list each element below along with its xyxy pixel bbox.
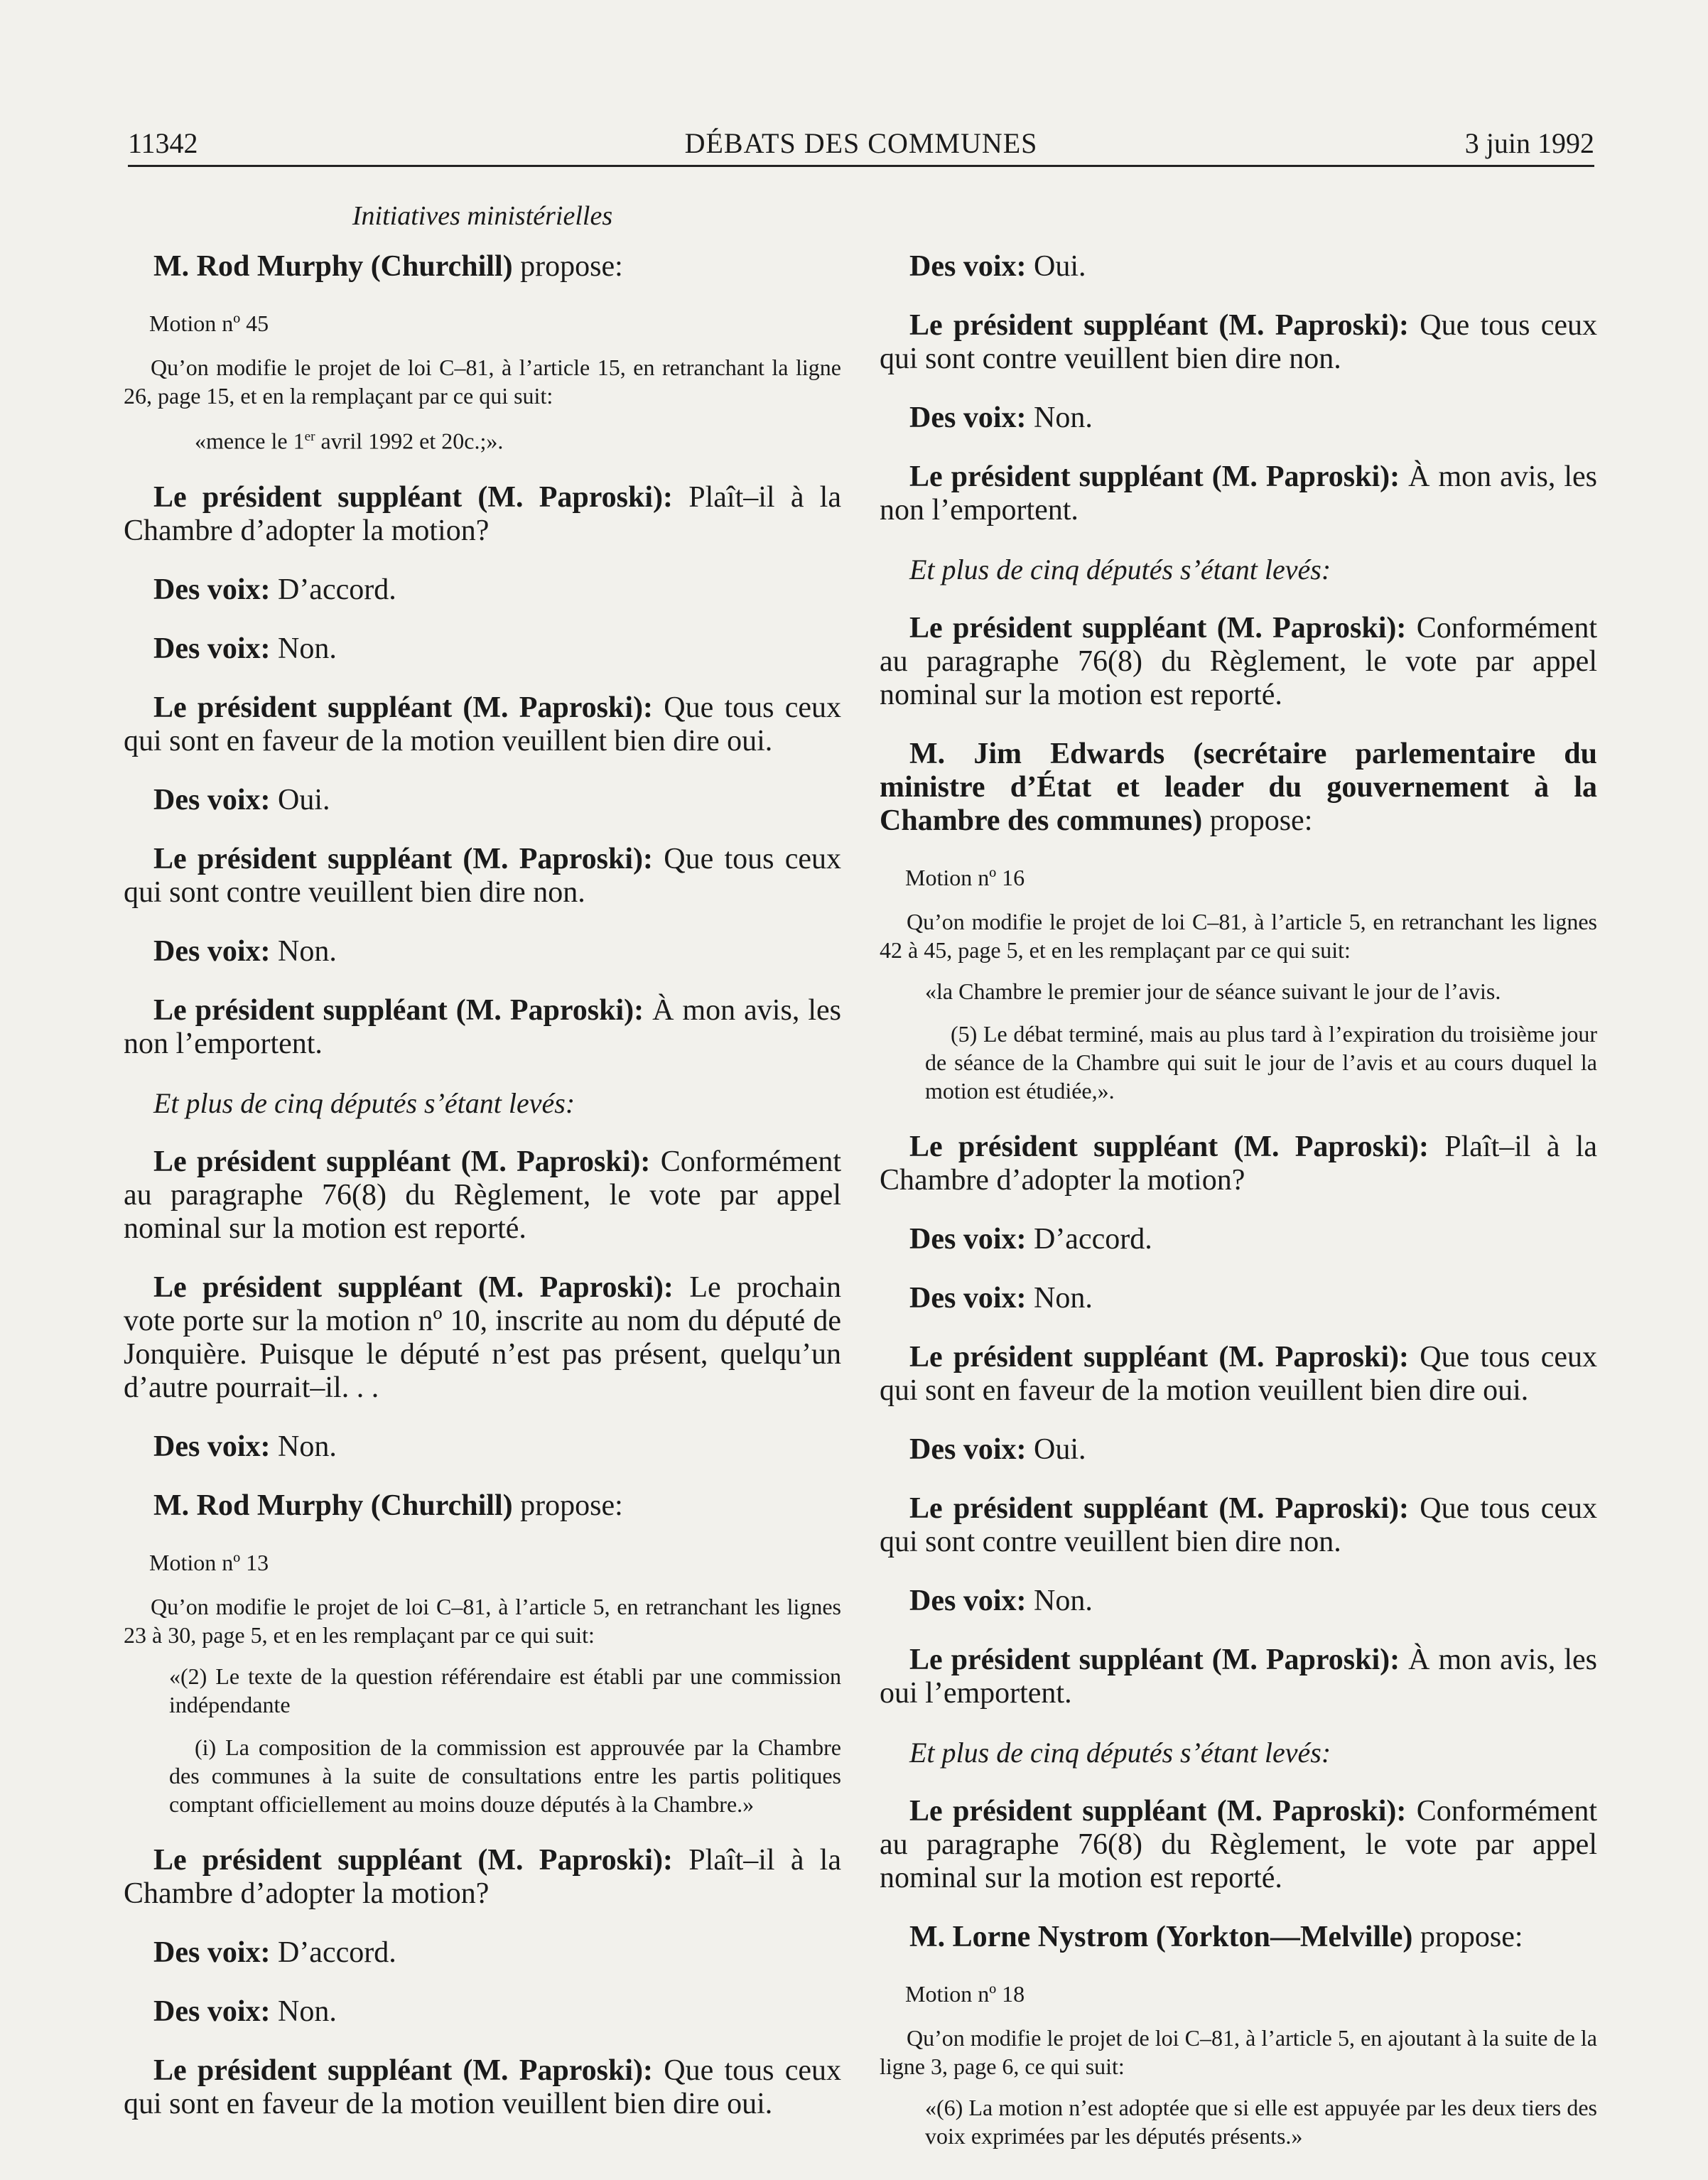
- publication-title: DÉBATS DES COMMUNES: [684, 127, 1038, 159]
- speaker: Le président suppléant (M. Paproski):: [909, 1644, 1400, 1676]
- speech: [880, 1492, 1597, 1559]
- speaker: Le président suppléant (M. Paproski):: [153, 993, 644, 1027]
- speech-text: À mon avis, les non l’emportent.: [880, 460, 1597, 527]
- speaker: Le président suppléant (M. Paproski):: [153, 480, 674, 514]
- motion-text: Qu’on modifie le projet de loi C–81, à l’article 5, en ajoutant à la suite de la ligne 3, page 6, ce qui suit:: [880, 2025, 1597, 2079]
- motion-number: Motion nº 13: [149, 1549, 269, 1575]
- motion-quote: (i) La composition de la commission est approuvée par la Chambre des communes à la suite de consultations entre les partis politiques comptant officiellement au moins douze députés à la Chambre.»: [169, 1734, 841, 1817]
- speaker: Le président suppléant (M. Paproski):: [909, 1795, 1407, 1828]
- speech-text: Non.: [270, 632, 337, 665]
- speech-text: Conformément au paragraphe 76(8) du Règlement, le vote par appel nominal sur la motion est reporté.: [880, 1795, 1597, 1894]
- speech: [124, 691, 841, 758]
- speaker: Des voix:: [153, 1936, 271, 1969]
- speech-text: propose:: [512, 250, 623, 283]
- speech: [880, 1282, 1597, 1315]
- speech: [124, 1936, 841, 1970]
- speech: [124, 994, 841, 1061]
- speaker: Des voix:: [153, 632, 271, 665]
- publication-date: 3 juin 1992: [1464, 127, 1594, 159]
- motion-number: Motion nº 18: [905, 1981, 1025, 2007]
- speaker: Des voix:: [909, 1433, 1027, 1466]
- speech: [880, 1223, 1597, 1256]
- speech-text: À mon avis, les oui l’emportent.: [880, 1644, 1597, 1710]
- speaker: M. Jim Edwards (secrétaire parlementaire du ministre d’État et leader du gouvernement à la Chambre des communes): [880, 738, 1597, 837]
- speaker: M. Rod Murphy (Churchill): [153, 1489, 513, 1522]
- motion-text: Qu’on modifie le projet de loi C–81, à l’article 15, en retranchant la ligne 26, page 15, et en la remplaçant par ce qui suit:: [124, 355, 841, 409]
- speech: [124, 2054, 841, 2121]
- speech-text: Conformément au paragraphe 76(8) du Règlement, le vote par appel nominal sur la motion est reporté.: [880, 612, 1597, 711]
- procedural-note: Et plus de cinq députés s’étant levés:: [909, 1737, 1331, 1769]
- speech: [124, 573, 841, 607]
- running-head: [128, 122, 1594, 167]
- quote-superscript: er: [304, 429, 315, 444]
- quote-part: «mence le 1: [195, 428, 305, 454]
- motion-quote: «la Chambre le premier jour de séance suivant le jour de l’avis.: [925, 978, 1501, 1004]
- speech: [880, 612, 1597, 712]
- speech-text: Oui.: [1026, 1433, 1086, 1466]
- speaker: Des voix:: [153, 1430, 271, 1463]
- speaker: Le président suppléant (M. Paproski):: [909, 612, 1407, 644]
- speech-text: D’accord.: [270, 1936, 396, 1969]
- motion-quote: «(6) La motion n’est adoptée que si elle est appuyée par les deux tiers des voix exprimées par les députés présents.»: [925, 2095, 1597, 2149]
- speaker: Le président suppléant (M. Paproski):: [153, 691, 654, 724]
- speech-text: Plaît–il à la Chambre d’adopter la motion?: [124, 1843, 841, 1910]
- speech: [880, 1341, 1597, 1408]
- speech-edwards: [880, 738, 1597, 838]
- speaker: Des voix:: [909, 401, 1027, 434]
- page-number: 11342: [128, 127, 198, 159]
- speech-text: D’accord.: [270, 573, 396, 606]
- speaker: Des voix:: [153, 573, 271, 606]
- speaker: Le président suppléant (M. Paproski):: [909, 1341, 1410, 1374]
- speech-text: propose:: [1202, 804, 1313, 837]
- speech-text: Que tous ceux qui sont en faveur de la motion veuillent bien dire oui.: [880, 1341, 1597, 1407]
- speech: [880, 309, 1597, 376]
- speech-text: Que tous ceux qui sont contre veuillent bien dire non.: [880, 309, 1597, 375]
- motion-text: Qu’on modifie le projet de loi C–81, à l’article 5, en retranchant les lignes 42 à 45, page 5, et en les remplaçant par ce qui suit:: [880, 909, 1597, 963]
- speech: [124, 1844, 841, 1911]
- speech-text: Que tous ceux qui sont contre veuillent bien dire non.: [880, 1492, 1597, 1558]
- speaker: Le président suppléant (M. Paproski):: [909, 1492, 1410, 1525]
- speech: [880, 401, 1597, 435]
- speaker: Le président suppléant (M. Paproski):: [153, 1145, 651, 1178]
- speaker: Le président suppléant (M. Paproski):: [153, 1270, 674, 1304]
- speech-text: Plaît–il à la Chambre d’adopter la motion?: [880, 1131, 1597, 1197]
- speech-text: Non.: [1026, 1282, 1093, 1315]
- speaker: Le président suppléant (M. Paproski):: [909, 460, 1400, 493]
- speaker: Des voix:: [153, 934, 271, 968]
- speech: [880, 460, 1597, 527]
- speech-text: À mon avis, les non l’emportent.: [124, 993, 841, 1060]
- speech: [124, 1145, 841, 1246]
- motion-quote: [124, 423, 841, 455]
- speech-text: Que tous ceux qui sont en faveur de la motion veuillent bien dire oui.: [124, 2054, 841, 2120]
- speech-text: Non.: [270, 1995, 337, 2028]
- motion-number: Motion nº 45: [149, 311, 269, 336]
- motion-text: Qu’on modifie le projet de loi C–81, à l’article 5, en retranchant les lignes 23 à 30, page 5, et en les remplaçant par ce qui suit:: [124, 1593, 841, 1648]
- speech: [124, 1995, 841, 2029]
- speech: [880, 1131, 1597, 1197]
- speech-text: propose:: [1412, 1921, 1523, 1953]
- speech-text: D’accord.: [1026, 1223, 1152, 1256]
- speaker: Des voix:: [153, 783, 271, 816]
- speech: [880, 1644, 1597, 1710]
- motion-number: Motion nº 16: [905, 865, 1025, 890]
- speech-text: Oui.: [1026, 250, 1086, 283]
- speech: [880, 250, 1597, 284]
- speech-murphy-2: [124, 1489, 841, 1523]
- speaker: Le président suppléant (M. Paproski):: [909, 1131, 1429, 1163]
- speech-text: Oui.: [270, 783, 330, 816]
- speaker: Des voix:: [909, 1223, 1027, 1256]
- speaker: Des voix:: [909, 1585, 1027, 1617]
- motion-quote: (5) Le débat terminé, mais au plus tard à l’expiration du troisième jour de séance de la Chambre qui suit le jour de l’avis et au cours duquel la motion est étudiée,».: [925, 1021, 1597, 1104]
- speech-text: Non.: [270, 934, 337, 968]
- speech-murphy-1: [124, 250, 841, 284]
- speech: [124, 481, 841, 548]
- speech: [880, 1433, 1597, 1467]
- quote-part: avril 1992 et 20c.;».: [315, 428, 504, 454]
- speaker: Des voix:: [909, 1282, 1027, 1315]
- speech: [124, 1430, 841, 1464]
- motion-quote: «(2) Le texte de la question référendaire est établi par une commission indépendante: [169, 1663, 841, 1717]
- speech: [880, 1795, 1597, 1895]
- speech: [124, 1271, 841, 1405]
- speaker: Le président suppléant (M. Paproski):: [909, 309, 1410, 342]
- speech: [880, 1585, 1597, 1618]
- procedural-note: Et plus de cinq députés s’étant levés:: [909, 554, 1331, 586]
- speech-text: Conformément au paragraphe 76(8) du Règlement, le vote par appel nominal sur la motion est reporté.: [124, 1145, 841, 1245]
- left-column: [124, 200, 841, 2147]
- speech-text: Non.: [1026, 401, 1093, 434]
- speech-text: Non.: [270, 1430, 337, 1463]
- right-column: [880, 250, 1597, 2164]
- speaker: Le président suppléant (M. Paproski):: [153, 1843, 674, 1877]
- speaker: M. Rod Murphy (Churchill): [153, 250, 513, 283]
- procedural-note: Et plus de cinq députés s’étant levés:: [153, 1086, 575, 1119]
- speech: [124, 843, 841, 910]
- speech-text: Que tous ceux qui sont contre veuillent bien dire non.: [124, 842, 841, 909]
- speaker: Le président suppléant (M. Paproski):: [153, 2054, 654, 2087]
- speech-nystrom: [880, 1921, 1597, 1954]
- speech: [124, 935, 841, 968]
- speaker: Des voix:: [153, 1995, 271, 2028]
- speaker: M. Lorne Nystrom (Yorkton—Melville): [909, 1921, 1413, 1953]
- speaker: Le président suppléant (M. Paproski):: [153, 842, 654, 875]
- speech-text: Le prochain vote porte sur la motion nº 10, inscrite au nom du député de Jonquière. Puisque le député n’est pas présent, quelqu’un d’autre pourrait–il. . .: [124, 1270, 841, 1404]
- speech: [124, 784, 841, 817]
- speech-text: Plaît–il à la Chambre d’adopter la motion?: [124, 480, 841, 547]
- speech-text: propose:: [512, 1489, 623, 1522]
- speech-text: Que tous ceux qui sont en faveur de la motion veuillent bien dire oui.: [124, 691, 841, 757]
- section-title: Initiatives ministérielles: [352, 201, 613, 231]
- speech: [124, 632, 841, 666]
- speaker: Des voix:: [909, 250, 1027, 283]
- speech-text: Non.: [1026, 1585, 1093, 1617]
